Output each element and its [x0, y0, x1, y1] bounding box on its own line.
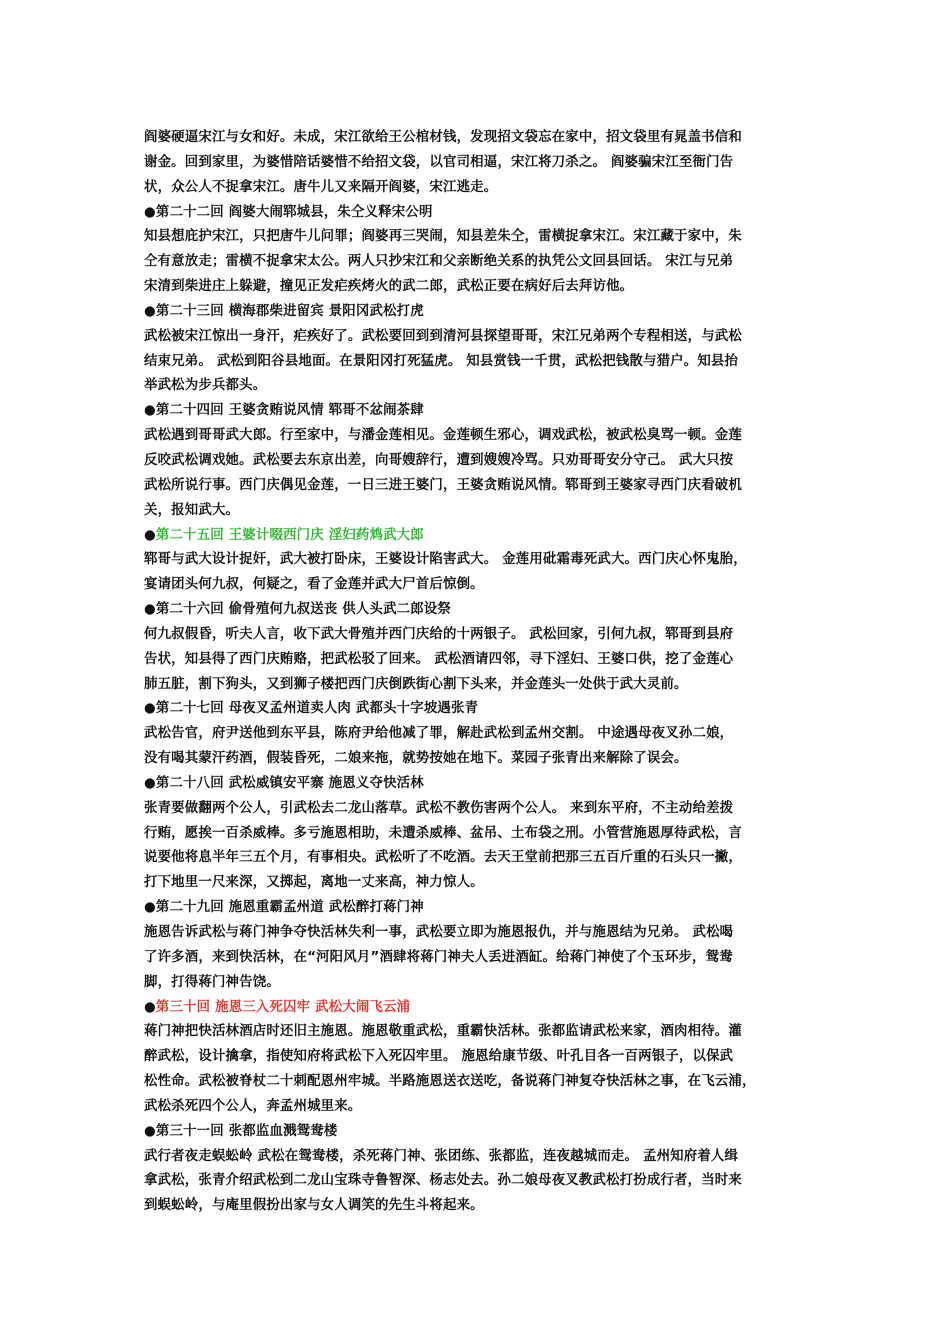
body-text-line: 武松告官，府尹送他到东平县，陈府尹给他减了罪，解赴武松到孟州交割。 中途遇母夜叉孙二娘， — [144, 726, 734, 742]
bullet-icon: ● — [144, 999, 156, 1015]
chapter-heading — [144, 524, 820, 549]
bullet-icon: ● — [144, 602, 156, 618]
chapter-title: 第三十一回 张都监血溅鸳鸯楼 — [155, 1123, 338, 1139]
body-text-line: 状，众公人不捉拿宋江。唐牛儿又来隔开阎婆，宋江逃走。 — [144, 179, 498, 195]
body-text-line: 阎婆硬逼宋江与女和好。未成，宋江欲给王公棺材钱，发现招文袋忘在家中，招文袋里有晁盖书信和 — [144, 130, 742, 145]
body-text-line: 脚，打得蒋门神告饶。 — [144, 974, 280, 990]
bullet-icon: ● — [144, 403, 156, 419]
chapter-title: 第二十六回 偷骨殖何九叔送丧 供人头武二郎设祭 — [155, 602, 452, 618]
body-text-line: 武松所说行事。西门庆偶见金莲，一日三进王婆门，王婆贪贿说风情。郓哥到王婆家寻西门庆看破机 — [144, 477, 742, 493]
chapter-heading — [144, 772, 820, 797]
body-text-line: 知县想庇护宋江，只把唐牛儿问罪；阎婆再三哭闹，知县差朱仝，雷横捉拿宋江。宋江藏于家中，朱 — [144, 229, 742, 245]
body-text-line: 拿武松，张青介绍武松到二龙山宝珠寺鲁智深、杨志处去。孙二娘母夜叉教武松打扮成行者，当时来 — [144, 1173, 742, 1189]
body-text-line: 关，报知武大。 — [144, 502, 240, 518]
chapter-title: 第二十四回 王婆贪贿说风情 郓哥不忿闹茶肆 — [155, 403, 424, 419]
body-text-line: 武松杀死四个公人，奔孟州城里来。 — [144, 1098, 362, 1114]
chapter-title: 第二十五回 王婆计啜西门庆 淫妇药鸩武大郎 — [155, 527, 424, 543]
chapter-heading — [144, 201, 820, 226]
body-text-line: 举武松为步兵都头。 — [144, 378, 267, 394]
body-text-line: 告状，知县得了西门庆贿赂，把武松驳了回来。 武松酒请四邻，寻下淫妇、王婆口供，挖了金莲心 — [144, 651, 734, 667]
bullet-icon: ● — [144, 303, 156, 319]
chapter-title: 第二十八回 武松威镇安平寨 施恩义夺快活林 — [155, 775, 424, 791]
bullet-icon: ● — [144, 900, 156, 916]
body-text-line: 宋清到柴进庄上躲避，撞见正发疟疾烤火的武二郎，武松正要在病好后去拜访他。 — [144, 279, 634, 295]
body-text-line: 松性命。武松被脊杖二十刺配恩州牢城。半路施恩送衣送吃，备说蒋门神复夺快活林之事，在飞云浦， — [144, 1074, 756, 1090]
body-text-line: 肺五脏，割下狗头，又到狮子楼把西门庆倒跌街心割下头来，并金莲头一处供于武大灵前。 — [144, 676, 688, 692]
body-text-line: 没有喝其蒙汗药酒，假装昏死，二娘来拖，就势按她在地下。菜园子张青出来解除了误会。 — [144, 751, 688, 767]
chapter-heading — [144, 697, 820, 722]
body-text-line: 了许多酒，来到快活林，在“河阳风月”酒肆将蒋门神夫人丢进酒缸。给蒋门神使了个玉环步，鸳鸯 — [144, 949, 733, 965]
body-text-line: 蒋门神把快活林酒店时还旧主施恩。施恩敬重武松，重霸快活林。张都监请武松来家，酒肉相待。灌 — [144, 1024, 742, 1040]
bullet-icon: ● — [144, 204, 156, 220]
body-text-line: 武松被宋江惊出一身汗，疟疾好了。武松要回到到清河县探望哥哥，宋江兄弟两个专程相送，与武松 — [144, 328, 742, 344]
body-text-line: 宴请团头何九叔，何疑之，看了金莲并武大尸首后惊倒。 — [144, 577, 484, 593]
body-text-line: 反咬武松调戏她。武松要去东京出差，向哥嫂辞行，遭到嫂嫂冷骂。只劝哥哥安分守己。 武大只按 — [144, 452, 734, 468]
body-text-line: 醉武松，设计擒拿，指使知府将武松下入死囚牢里。 施恩给康节级、叶孔目各一百两银子，以保武 — [144, 1049, 734, 1065]
chapter-heading — [144, 996, 820, 1021]
body-text-line: 郓哥与武大设计捉奸，武大被打卧床，王婆设计陷害武大。 金莲用砒霜毒死武大。西门庆心怀鬼胎， — [144, 552, 747, 568]
body-text-line: 说要他将息半年三五个月，有事相央。武松听了不吃酒。去天王堂前把那三五百斤重的石头只一撇， — [144, 850, 742, 866]
body-text-line: 何九叔假昏，听夫人言，收下武大骨殖并西门庆给的十两银子。 武松回家，引何九叔，郓哥到县府 — [144, 626, 734, 642]
chapter-title: 第二十三回 横海郡柴进留宾 景阳冈武松打虎 — [155, 303, 424, 319]
chapter-title: 第三十回 施恩三入死囚牢 武松大闹飞云浦 — [155, 999, 411, 1015]
chapter-title: 第二十九回 施恩重霸孟州道 武松醉打蒋门神 — [155, 900, 424, 916]
body-text-line: 仝有意放走；雷横不捉拿宋太公。两人只抄宋江和父亲断绝关系的执凭公文回县回话。 宋江与兄弟 — [144, 254, 734, 270]
chapter-heading — [144, 399, 820, 424]
body-text-line: 武行者夜走蜈蚣岭 武松在鸳鸯楼，杀死蒋门神、张团练、张都监，连夜越城而走。 孟州知府着人缉 — [144, 1148, 739, 1164]
body-text-line: 打下地里一尺来深，又掷起，离地一丈来高，神力惊人。 — [144, 875, 484, 891]
chapter-heading — [144, 300, 820, 325]
body-text-line: 结束兄弟。 武松到阳谷县地面。在景阳冈打死猛虎。 知县赏钱一千贯，武松把钱散与猎户。知县抬 — [144, 353, 739, 369]
chapter-title: 第二十七回 母夜叉孟州道卖人肉 武都头十字坡遇张青 — [155, 701, 479, 717]
chapter-title: 第二十二回 阎婆大闹郓城县，朱仝义释宋公明 — [155, 204, 433, 220]
body-text-line: 张青要做翻两个公人，引武松去二龙山落草。武松不教伤害两个公人。 来到东平府，不主动给差拨 — [144, 800, 734, 816]
body-text-line: 到蜈蚣岭，与庵里假扮出家与女人调笑的先生斗将起来。 — [144, 1198, 484, 1214]
bullet-icon: ● — [144, 775, 156, 791]
chapter-heading — [144, 1120, 820, 1145]
body-text-line: 武松遇到哥哥武大郎。行至家中，与潘金莲相见。金莲顿生邪心，调戏武松，被武松臭骂一顿。金莲 — [144, 428, 742, 444]
chapter-heading — [144, 598, 820, 623]
chapter-heading — [144, 896, 820, 921]
bullet-icon: ● — [144, 527, 156, 543]
body-text-line: 施恩告诉武松与蒋门神争夺快活林失利一事，武松要立即为施恩报仇，并与施恩结为兄弟。 武松喝 — [144, 925, 734, 940]
body-text-line: 谢金。回到家里，为婆惜陪话婆惜不给招文袋，以官司相逼，宋江将刀杀之。 阎婆骗宋江至衙门告 — [144, 154, 734, 170]
bullet-icon: ● — [144, 701, 156, 717]
bullet-icon: ● — [144, 1123, 156, 1139]
body-text-line: 行贿，愿挨一百杀威棒。多亏施恩相助，未遭杀威棒、盆吊、土布袋之刑。小管营施恩厚待武松，言 — [144, 825, 742, 841]
document-body — [144, 126, 820, 1219]
